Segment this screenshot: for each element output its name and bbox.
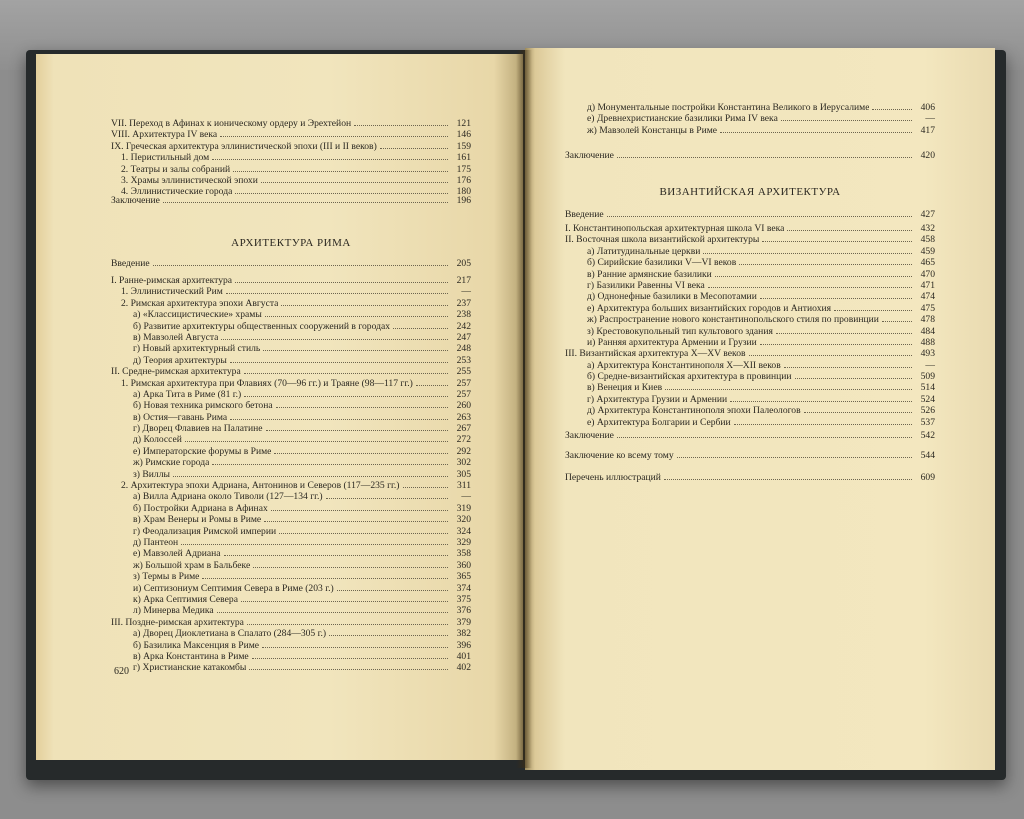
toc-entry [565, 337, 935, 348]
toc-entry [111, 275, 471, 286]
page-number: 620 [114, 666, 129, 677]
toc-entry [565, 280, 935, 291]
toc-entry-label: в) Арка Константина в Риме [133, 650, 249, 662]
toc-entry-page: 493 [920, 348, 935, 360]
dot-leader [264, 521, 448, 522]
toc-entry [111, 258, 471, 269]
dot-leader [226, 293, 448, 294]
toc-entry-label: 2. Театры и залы собраний [121, 163, 231, 175]
toc-entry [111, 152, 471, 163]
toc-entry [111, 389, 471, 400]
dot-leader [281, 305, 448, 306]
toc-entry-page: 237 [456, 297, 471, 309]
dot-leader [265, 316, 448, 317]
toc-entry [565, 234, 935, 245]
dot-leader [230, 362, 448, 363]
dot-leader [262, 647, 448, 648]
right-entries [565, 223, 935, 428]
toc-entry [565, 360, 935, 371]
toc-entry-label: а) Латитудинальные церкви [587, 245, 701, 257]
toc-entry [111, 662, 471, 673]
dot-leader [784, 367, 912, 368]
toc-entry-page: 267 [456, 423, 471, 435]
dot-leader [804, 412, 912, 413]
toc-entry [565, 150, 935, 161]
toc-entry-label: I. Ранне-римская архитектура [111, 275, 233, 286]
toc-entry-label: ж) Большой храм в Бальбеке [133, 559, 251, 571]
toc-entry-page: 302 [456, 457, 471, 469]
toc-entry-label: б) Новая техника римского бетона [133, 400, 273, 412]
dot-leader [326, 498, 448, 499]
toc-entry-label: а) Архитектура Константинополя X—XII веков [587, 359, 781, 371]
toc-entry-label: Заключение [565, 150, 614, 161]
right-conclusion [565, 150, 935, 161]
section-title-rome: АРХИТЕКТУРА РИМА [231, 237, 351, 249]
toc-entry-page: 474 [920, 291, 935, 303]
dot-leader [380, 148, 448, 149]
toc-entry-page: 146 [456, 129, 471, 141]
toc-entry-page: 320 [456, 514, 471, 526]
toc-entry-label: в) Ранние армянские базилики [587, 268, 712, 280]
toc-entry-page: 329 [456, 536, 471, 548]
toc-entry [111, 175, 471, 186]
right-page [525, 48, 995, 770]
toc-entry-page: 175 [456, 163, 471, 175]
toc-entry [565, 291, 935, 302]
toc-entry-page: — [461, 491, 471, 503]
toc-entry-label: г) Архитектура Грузии и Армении [587, 393, 728, 405]
toc-entry-label: а) Вилла Адриана около Тиволи (127—134 гг.) [133, 491, 323, 503]
dot-leader [416, 385, 448, 386]
dot-leader [762, 241, 912, 242]
toc-entry-page: 417 [920, 124, 935, 136]
dot-leader [253, 567, 448, 568]
toc-entry [111, 355, 471, 366]
toc-entry [111, 332, 471, 343]
toc-entry-label: III. Поздне-римская архитектура [111, 616, 244, 628]
toc-entry-label: а) Дворец Диоклетиана в Спалато (284—305 г.) [133, 628, 327, 640]
dot-leader [787, 230, 912, 231]
toc-entry-label: г) Новый архитектурный стиль [133, 343, 261, 355]
toc-entry [111, 434, 471, 445]
toc-entry [111, 423, 471, 434]
toc-entry [111, 617, 471, 628]
toc-entry-label: е) Архитектура Болгарии и Сербии [587, 416, 731, 428]
toc-entry-page: 196 [456, 195, 471, 206]
toc-entry-page: 257 [456, 388, 471, 400]
dot-leader [781, 120, 912, 121]
toc-entry [111, 480, 471, 491]
toc-entry-label: 1. Перистильный дом [121, 152, 210, 164]
right-illustrations [565, 472, 935, 483]
dot-leader [202, 578, 448, 579]
dot-leader [185, 441, 448, 442]
toc-entry-label: б) Постройки Адриана в Афинах [133, 502, 268, 514]
toc-entry-label: Заключение ко всему тому [565, 450, 674, 461]
toc-entry-page: 180 [456, 186, 471, 198]
toc-entry [565, 450, 935, 461]
dot-leader [739, 264, 912, 265]
toc-entry-label: а) «Классицистические» храмы [133, 309, 262, 321]
toc-entry [565, 269, 935, 280]
left-intro [111, 258, 471, 269]
toc-entry-page: — [461, 286, 471, 298]
toc-entry-label: II. Восточная школа византийской архитектуры [565, 234, 760, 246]
toc-entry [565, 303, 935, 314]
dot-leader [882, 321, 912, 322]
toc-entry-label: е) Древнехристианские базилики Рима IV века [587, 113, 778, 125]
toc-entry-label: д) Архитектура Константинополя эпохи Палеологов [587, 405, 801, 417]
toc-entry-label: Введение [565, 209, 604, 220]
toc-entry-page: 358 [456, 548, 471, 560]
dot-leader [221, 339, 448, 340]
dot-leader [153, 265, 448, 266]
toc-entry-label: ж) Римские города [133, 457, 210, 469]
dot-leader [749, 355, 912, 356]
toc-entry-page: — [925, 113, 935, 125]
toc-entry-label: VIII. Архитектура IV века [111, 129, 218, 141]
dot-leader [760, 298, 912, 299]
toc-entry-page: 238 [456, 309, 471, 321]
toc-entry-label: г) Христианские катакомбы [133, 662, 247, 674]
dot-leader [244, 396, 448, 397]
toc-entry-label: д) Колоссей [133, 434, 182, 446]
toc-entry [565, 246, 935, 257]
toc-entry-label: в) Мавзолей Августа [133, 331, 219, 343]
toc-entry-label: Заключение [565, 430, 614, 441]
right-intro [565, 209, 935, 220]
toc-entry-page: — [925, 359, 935, 371]
toc-entry [111, 309, 471, 320]
left-entries [111, 275, 471, 674]
toc-entry [111, 526, 471, 537]
toc-entry [111, 118, 471, 129]
toc-entry-page: 609 [920, 472, 935, 483]
dot-leader [354, 125, 448, 126]
toc-entry-page: 242 [456, 320, 471, 332]
toc-entry-label: Заключение [111, 195, 160, 206]
toc-entry-page: 311 [456, 480, 471, 492]
toc-entry-page: 375 [456, 593, 471, 605]
toc-entry-label: в) Храм Венеры и Ромы в Риме [133, 514, 262, 526]
toc-entry-label: ж) Мавзолей Констанцы в Риме [587, 124, 718, 136]
toc-entry-page: 544 [920, 450, 935, 461]
toc-entry-page: 524 [920, 393, 935, 405]
toc-entry-page: 382 [456, 628, 471, 640]
toc-entry [111, 548, 471, 559]
toc-entry [111, 321, 471, 332]
dot-leader [217, 612, 448, 613]
toc-entry-page: 470 [920, 268, 935, 280]
left-top-entries [111, 118, 471, 198]
dot-leader [233, 171, 448, 172]
dot-leader [617, 157, 912, 158]
toc-entry [565, 405, 935, 416]
toc-entry-label: е) Мавзолей Адриана [133, 548, 221, 560]
toc-entry [565, 326, 935, 337]
toc-entry-page: 257 [456, 377, 471, 389]
toc-entry-page: 458 [920, 234, 935, 246]
toc-entry-label: д) Теория архитектуры [133, 354, 227, 366]
toc-entry-label: б) Сирийские базилики V—VI веков [587, 257, 737, 269]
toc-entry-page: 542 [920, 430, 935, 441]
toc-entry [111, 286, 471, 297]
toc-entry-label: Перечень иллюстраций [565, 472, 661, 483]
dot-leader [235, 282, 448, 283]
toc-entry-label: 1. Эллинистический Рим [121, 286, 223, 298]
dot-leader [403, 487, 449, 488]
toc-entry [111, 164, 471, 175]
dot-leader [730, 401, 912, 402]
toc-entry-label: е) Архитектура больших византийских городов и Антиохия [587, 302, 832, 314]
dot-leader [617, 437, 912, 438]
dot-leader [279, 533, 448, 534]
toc-entry-label: б) Базилика Максенция в Риме [133, 639, 260, 651]
toc-entry-label: 1. Римская архитектура при Флавиях (70—96 гг.) и Траяне (98—117 гг.) [121, 377, 413, 389]
dot-leader [224, 555, 448, 556]
toc-entry-page: 161 [456, 152, 471, 164]
dot-leader [337, 590, 448, 591]
toc-entry-label: д) Однонефные базилики в Месопотамии [587, 291, 757, 303]
toc-entry-label: к) Арка Септимия Севера [133, 593, 238, 605]
toc-entry [111, 651, 471, 662]
toc-entry-label: з) Термы в Риме [133, 571, 200, 583]
toc-entry-label: д) Монументальные постройки Константина Великого в Иерусалиме [587, 102, 870, 113]
toc-entry-label: Введение [111, 258, 150, 269]
toc-entry [111, 412, 471, 423]
toc-entry-label: 3. Храмы эллинистической эпохи [121, 174, 258, 186]
toc-entry-page: 526 [920, 405, 935, 417]
toc-entry-label: б) Средне-византийская архитектура в провинции [587, 371, 792, 383]
dot-leader [247, 624, 448, 625]
toc-entry-page: 263 [456, 411, 471, 423]
toc-entry [111, 366, 471, 377]
toc-entry [565, 125, 935, 136]
toc-entry-page: 292 [456, 445, 471, 457]
toc-entry-page: 465 [920, 257, 935, 269]
toc-entry [111, 378, 471, 389]
toc-entry-page: 514 [920, 382, 935, 394]
toc-entry-page: 217 [456, 275, 471, 286]
toc-entry-page: 396 [456, 639, 471, 651]
toc-entry-page: 255 [456, 366, 471, 378]
toc-entry-label: з) Крестовокупольный тип культового здания [587, 325, 773, 337]
toc-entry-page: 121 [456, 118, 471, 129]
toc-entry-label: 4. Эллинистические города [121, 186, 233, 198]
toc-entry-label: д) Пантеон [133, 536, 179, 548]
toc-entry [111, 537, 471, 548]
toc-entry-label: г) Феодализация Римской империи [133, 525, 277, 537]
toc-entry [111, 298, 471, 309]
toc-entry-page: 475 [920, 302, 935, 314]
dot-leader [715, 276, 912, 277]
toc-entry-page: 379 [456, 616, 471, 628]
toc-entry [111, 503, 471, 514]
toc-entry [565, 382, 935, 393]
toc-entry-page: 247 [456, 331, 471, 343]
toc-entry-page: 272 [456, 434, 471, 446]
dot-leader [173, 476, 448, 477]
toc-entry [111, 446, 471, 457]
dot-leader [263, 350, 448, 351]
toc-entry [111, 129, 471, 140]
toc-entry-label: и) Септизониум Септимия Севера в Риме (203 г.) [133, 582, 334, 594]
dot-leader [266, 430, 449, 431]
dot-leader [776, 333, 912, 334]
toc-entry-label: III. Византийская архитектура X—XV веков [565, 348, 746, 360]
toc-entry [565, 257, 935, 268]
toc-entry [111, 400, 471, 411]
dot-leader [665, 389, 912, 390]
toc-entry [565, 430, 935, 441]
toc-entry [565, 394, 935, 405]
toc-entry [111, 640, 471, 651]
dot-leader [734, 424, 912, 425]
toc-entry-page: 478 [920, 314, 935, 326]
toc-entry-label: л) Минерва Медика [133, 605, 214, 617]
dot-leader [212, 464, 448, 465]
dot-leader [241, 601, 448, 602]
dot-leader [212, 159, 448, 160]
toc-entry [565, 417, 935, 428]
toc-entry-page: 427 [920, 209, 935, 220]
section-title-byzantine: ВИЗАНТИЙСКАЯ АРХИТЕКТУРА [659, 186, 841, 198]
left-conclusion [111, 195, 471, 206]
toc-entry-page: 509 [920, 371, 935, 383]
toc-entry [565, 472, 935, 483]
toc-entry-label: в) Венеция и Киев [587, 382, 663, 394]
right-conclusion-2 [565, 430, 935, 441]
dot-leader [276, 407, 448, 408]
toc-entry-page: 176 [456, 174, 471, 186]
dot-leader [708, 287, 912, 288]
toc-entry-label: з) Виллы [133, 468, 170, 480]
toc-entry-page: 365 [456, 571, 471, 583]
dot-leader [664, 479, 912, 480]
toc-entry-label: в) Остия—гавань Рима [133, 411, 228, 423]
left-page [36, 54, 523, 760]
dot-leader [274, 453, 448, 454]
dot-leader [163, 202, 448, 203]
toc-entry-page: 488 [920, 336, 935, 348]
toc-entry-page: 319 [456, 502, 471, 514]
toc-entry-page: 253 [456, 354, 471, 366]
toc-entry-page: 420 [920, 150, 935, 161]
toc-entry-label: б) Развитие архитектуры общественных сооружений в городах [133, 320, 391, 332]
toc-entry-page: 374 [456, 582, 471, 594]
toc-entry [111, 560, 471, 571]
dot-leader [393, 328, 448, 329]
toc-entry-label: 2. Римская архитектура эпохи Августа [121, 297, 279, 309]
dot-leader [834, 310, 912, 311]
toc-entry [111, 583, 471, 594]
toc-entry [111, 514, 471, 525]
dot-leader [329, 635, 448, 636]
toc-entry [565, 371, 935, 382]
dot-leader [244, 373, 448, 374]
dot-leader [720, 132, 912, 133]
toc-entry-page: 401 [456, 650, 471, 662]
toc-entry [111, 594, 471, 605]
toc-entry-label: и) Ранняя архитектура Армении и Грузии [587, 336, 757, 348]
toc-entry-page: 248 [456, 343, 471, 355]
toc-entry-label: а) Арка Тита в Риме (81 г.) [133, 388, 242, 400]
dot-leader [607, 216, 912, 217]
toc-entry-page: 406 [920, 102, 935, 113]
toc-entry [565, 348, 935, 359]
toc-entry-page: 402 [456, 662, 471, 674]
toc-entry-page: 205 [456, 258, 471, 269]
dot-leader [252, 658, 448, 659]
toc-entry [111, 628, 471, 639]
toc-entry-page: 471 [920, 279, 935, 291]
toc-entry [111, 343, 471, 354]
dot-leader [181, 544, 448, 545]
toc-entry-label: I. Константинопольская архитектурная школа VI века [565, 223, 785, 234]
dot-leader [249, 669, 448, 670]
dot-leader [872, 109, 912, 110]
toc-entry [111, 141, 471, 152]
dot-leader [230, 419, 448, 420]
dot-leader [795, 378, 912, 379]
toc-entry-label: VII. Переход в Афинах к ионическому ордеру и Эрехтейон [111, 118, 352, 129]
toc-entry-label: ж) Распространение нового константинопольского стиля по провинции [587, 314, 879, 326]
toc-entry-page: 459 [920, 245, 935, 257]
toc-entry-label: е) Императорские форумы в Риме [133, 445, 272, 457]
toc-entry-page: 537 [920, 416, 935, 428]
toc-entry-label: г) Базилики Равенны VI века [587, 279, 705, 291]
dot-leader [261, 182, 448, 183]
toc-entry-page: 159 [456, 140, 471, 152]
toc-entry-page: 484 [920, 325, 935, 337]
dot-leader [220, 136, 448, 137]
toc-entry-label: 2. Архитектура эпохи Адриана, Антонинов и Северов (117—235 гг.) [121, 480, 400, 492]
toc-entry [565, 102, 935, 113]
dot-leader [677, 457, 912, 458]
dot-leader [760, 344, 912, 345]
toc-entry-page: 376 [456, 605, 471, 617]
toc-entry-page: 305 [456, 468, 471, 480]
toc-entry [111, 491, 471, 502]
toc-entry-label: IX. Греческая архитектура эллинистической эпохи (III и II веков) [111, 140, 377, 152]
toc-entry [565, 113, 935, 124]
toc-entry [565, 223, 935, 234]
toc-entry [111, 605, 471, 616]
book-gutter [516, 50, 532, 768]
toc-entry [565, 209, 935, 220]
toc-entry-page: 432 [920, 223, 935, 234]
dot-leader [271, 510, 448, 511]
right-conclusion-volume [565, 450, 935, 461]
right-top-entries [565, 102, 935, 136]
toc-entry-page: 260 [456, 400, 471, 412]
toc-entry [111, 457, 471, 468]
toc-entry [111, 571, 471, 582]
toc-entry-page: 324 [456, 525, 471, 537]
dot-leader [703, 253, 912, 254]
toc-entry [111, 469, 471, 480]
toc-entry [565, 314, 935, 325]
toc-entry-label: II. Средне-римская архитектура [111, 366, 241, 378]
toc-entry [111, 195, 471, 206]
toc-entry-label: г) Дворец Флавиев на Палатине [133, 423, 263, 435]
toc-entry-page: 360 [456, 559, 471, 571]
